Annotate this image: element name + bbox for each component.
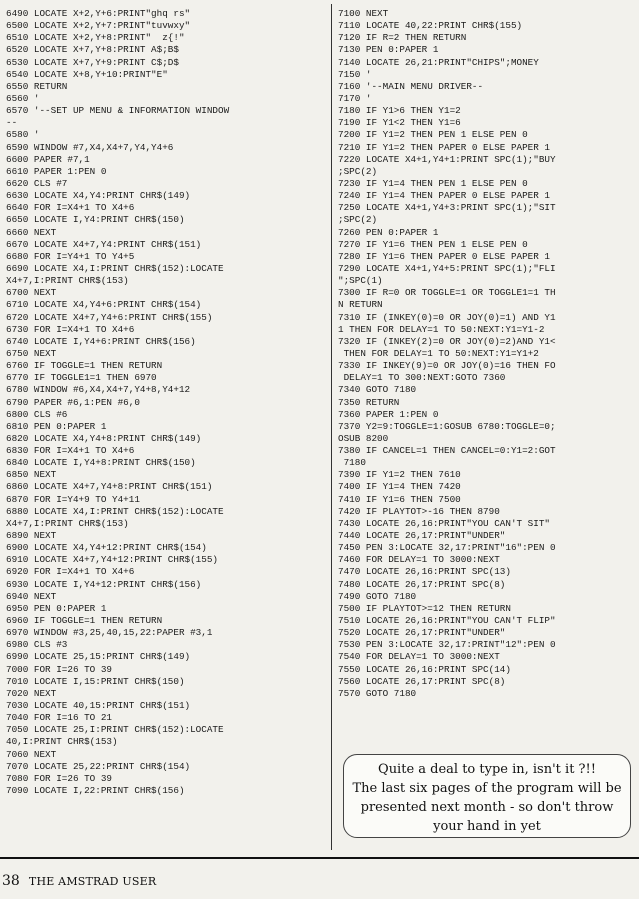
- code-line: 6970 WINDOW #3,25,40,15,22:PAPER #3,1: [6, 627, 213, 639]
- code-line: 6810 PEN 0:PAPER 1: [6, 420, 107, 432]
- code-line: 6920 FOR I=X4+1 TO X4+6: [6, 566, 135, 578]
- code-line: 6610 PAPER 1:PEN 0: [6, 165, 107, 177]
- code-line: 7370 Y2=9:TOGGLE=1:GOSUB 6780:TOGGLE=0;: [338, 420, 556, 432]
- code-line: 7190 IF Y1<2 THEN Y1=6: [338, 117, 461, 129]
- code-line: 7560 LOCATE 26,17:PRINT SPC(8): [338, 675, 506, 687]
- code-line: 7120 IF R=2 THEN RETURN: [338, 32, 467, 44]
- code-line: 7100 NEXT: [338, 8, 389, 19]
- code-line: 7310 IF (INKEY(0)=0 OR JOY(0)=1) AND Y1: [338, 311, 556, 323]
- code-line: 7060 NEXT: [6, 748, 57, 760]
- code-line: 7260 PEN 0:PAPER 1: [338, 226, 439, 238]
- code-line: 7520 LOCATE 26,17:PRINT"UNDER": [338, 627, 506, 639]
- editor-note-box: [343, 754, 631, 838]
- code-line: ;SPC(2): [338, 165, 378, 177]
- code-line: 6960 IF TOGGLE=1 THEN RETURN: [6, 615, 163, 627]
- code-line: 6770 IF TOGGLE1=1 THEN 6970: [6, 372, 157, 384]
- code-line: 6630 LOCATE X4,Y4:PRINT CHR$(149): [6, 190, 191, 202]
- code-line: 6500 LOCATE X+2,Y+7:PRINT"tuvwxy": [6, 20, 191, 32]
- code-line: 6560 ': [6, 92, 40, 104]
- code-line: 7420 IF PLAYTOT>-16 THEN 8790: [338, 505, 500, 517]
- code-line: ;SPC(2): [338, 214, 378, 226]
- code-line: 6780 WINDOW #6,X4,X4+7,Y4+8,Y4+12: [6, 384, 191, 396]
- page-number: 38: [2, 873, 20, 889]
- code-line: X4+7,I:PRINT CHR$(153): [6, 275, 129, 287]
- code-line: 6640 FOR I=X4+1 TO X4+6: [6, 202, 135, 214]
- code-line: 6490 LOCATE X+2,Y+6:PRINT"ghq rs": [6, 8, 191, 19]
- code-line: 7360 PAPER 1:PEN 0: [338, 408, 439, 420]
- code-line: 7240 IF Y1=4 THEN PAPER 0 ELSE PAPER 1: [338, 190, 551, 202]
- code-line: 6620 CLS #7: [6, 177, 68, 189]
- code-line: 6530 LOCATE X+7,Y+9:PRINT C$;D$: [6, 56, 179, 68]
- code-line: 6570 '--SET UP MENU & INFORMATION WINDOW: [6, 105, 230, 117]
- note-line: presented next month - so don't throw: [360, 800, 614, 815]
- code-line: 7380 IF CANCEL=1 THEN CANCEL=0:Y1=2:GOT: [338, 445, 556, 457]
- code-line: ";SPC(1): [338, 275, 383, 287]
- code-line: 6790 PAPER #6,1:PEN #6,0: [6, 396, 140, 408]
- code-line: 6730 FOR I=X4+1 TO X4+6: [6, 323, 135, 335]
- column-divider: [331, 4, 332, 850]
- code-line: 7250 LOCATE X4+1,Y4+3:PRINT SPC(1);"SIT: [338, 202, 556, 214]
- code-line: 6820 LOCATE X4,Y4+8:PRINT CHR$(149): [6, 432, 202, 444]
- code-line: 6660 NEXT: [6, 226, 57, 238]
- code-line: 6510 LOCATE X+2,Y+8:PRINT" z{!": [6, 32, 185, 44]
- code-line: 6840 LOCATE I,Y4+8:PRINT CHR$(150): [6, 457, 196, 469]
- code-line: 7110 LOCATE 40,22:PRINT CHR$(155): [338, 20, 523, 32]
- code-line: 6910 LOCATE X4+7,Y4+12:PRINT CHR$(155): [6, 554, 219, 566]
- code-line: 7220 LOCATE X4+1,Y4+1:PRINT SPC(1);"BUY: [338, 153, 556, 165]
- code-line: 7350 RETURN: [338, 396, 400, 408]
- code-line: 7140 LOCATE 26,21:PRINT"CHIPS";MONEY: [338, 56, 539, 68]
- code-line: 7230 IF Y1=4 THEN PEN 1 ELSE PEN 0: [338, 177, 528, 189]
- code-line: 6740 LOCATE I,Y4+6:PRINT CHR$(156): [6, 335, 196, 347]
- code-line: 6600 PAPER #7,1: [6, 153, 90, 165]
- code-line: 7130 PEN 0:PAPER 1: [338, 44, 439, 56]
- code-line: OSUB 8200: [338, 432, 389, 444]
- code-line: --: [6, 117, 18, 129]
- code-line: 6580 ': [6, 129, 40, 141]
- code-line: 40,I:PRINT CHR$(153): [6, 736, 118, 748]
- code-line: 6750 NEXT: [6, 347, 57, 359]
- code-line: 7050 LOCATE 25,I:PRINT CHR$(152):LOCATE: [6, 724, 224, 736]
- code-line: 6680 FOR I=Y4+1 TO Y4+5: [6, 250, 135, 262]
- code-line: 7200 IF Y1=2 THEN PEN 1 ELSE PEN 0: [338, 129, 528, 141]
- code-line: 7020 NEXT: [6, 687, 57, 699]
- code-line: 6890 NEXT: [6, 530, 57, 542]
- note-line: your hand in yet: [433, 819, 541, 834]
- code-line: 7070 LOCATE 25,22:PRINT CHR$(154): [6, 760, 191, 772]
- code-line: 6850 NEXT: [6, 469, 57, 481]
- code-line: 6870 FOR I=Y4+9 TO Y4+11: [6, 493, 140, 505]
- code-line: 6760 IF TOGGLE=1 THEN RETURN: [6, 360, 163, 372]
- listing-left-column: [6, 8, 324, 797]
- code-line: 7500 IF PLAYTOT>=12 THEN RETURN: [338, 602, 511, 614]
- code-line: N RETURN: [338, 299, 383, 311]
- code-line: 6940 NEXT: [6, 590, 57, 602]
- code-line: 7490 GOTO 7180: [338, 590, 417, 602]
- code-line: 7000 FOR I=26 TO 39: [6, 663, 113, 675]
- code-line: 7080 FOR I=26 TO 39: [6, 772, 113, 784]
- page-footer: [2, 870, 156, 889]
- code-line: 7480 LOCATE 26,17:PRINT SPC(8): [338, 578, 506, 590]
- code-line: 7170 ': [338, 92, 372, 104]
- code-line: 7010 LOCATE I,15:PRINT CHR$(150): [6, 675, 185, 687]
- code-line: 6670 LOCATE X4+7,Y4:PRINT CHR$(151): [6, 238, 202, 250]
- code-line: 6650 LOCATE I,Y4:PRINT CHR$(150): [6, 214, 185, 226]
- code-line: 7290 LOCATE X4+1,Y4+5:PRINT SPC(1);"FLI: [338, 262, 556, 274]
- code-line: 7450 PEN 3:LOCATE 32,17:PRINT"16":PEN 0: [338, 542, 556, 554]
- code-line: 7510 LOCATE 26,16:PRINT"YOU CAN'T FLIP": [338, 615, 556, 627]
- code-line: 7530 PEN 3:LOCATE 32,17:PRINT"12":PEN 0: [338, 639, 556, 651]
- listing-right-column: [338, 8, 639, 700]
- code-line: 7320 IF (INKEY(2)=0 OR JOY(0)=2)AND Y1<: [338, 335, 556, 347]
- code-line: 6990 LOCATE 25,15:PRINT CHR$(149): [6, 651, 191, 663]
- magazine-name: THE AMSTRAD USER: [28, 875, 157, 888]
- code-line: 1 THEN FOR DELAY=1 TO 50:NEXT:Y1=Y1-2: [338, 323, 545, 335]
- code-line: 6800 CLS #6: [6, 408, 68, 420]
- code-line: 7300 IF R=0 OR TOGGLE=1 OR TOGGLE1=1 TH: [338, 287, 556, 299]
- note-line: The last six pages of the program will be: [352, 781, 622, 796]
- code-line: DELAY=1 TO 300:NEXT:GOTO 7360: [338, 372, 506, 384]
- code-line: 7570 GOTO 7180: [338, 687, 417, 699]
- code-line: THEN FOR DELAY=1 TO 50:NEXT:Y1=Y1+2: [338, 347, 539, 359]
- code-line: 6980 CLS #3: [6, 639, 68, 651]
- code-line: 6710 LOCATE X4,Y4+6:PRINT CHR$(154): [6, 299, 202, 311]
- code-line: 7040 FOR I=16 TO 21: [6, 712, 113, 724]
- code-line: 6690 LOCATE X4,I:PRINT CHR$(152):LOCATE: [6, 262, 224, 274]
- code-line: 6540 LOCATE X+8,Y+10:PRINT"E": [6, 68, 168, 80]
- code-line: 7430 LOCATE 26,16:PRINT"YOU CAN'T SIT": [338, 517, 551, 529]
- code-line: 6860 LOCATE X4+7,Y4+8:PRINT CHR$(151): [6, 481, 213, 493]
- code-line: 7270 IF Y1=6 THEN PEN 1 ELSE PEN 0: [338, 238, 528, 250]
- code-line: 7210 IF Y1=2 THEN PAPER 0 ELSE PAPER 1: [338, 141, 551, 153]
- code-line: 6930 LOCATE I,Y4+12:PRINT CHR$(156): [6, 578, 202, 590]
- code-line: 7460 FOR DELAY=1 TO 3000:NEXT: [338, 554, 500, 566]
- code-line: 7090 LOCATE I,22:PRINT CHR$(156): [6, 785, 185, 796]
- footer-rule: [0, 857, 639, 859]
- code-line: 7550 LOCATE 26,16:PRINT SPC(14): [338, 663, 511, 675]
- code-line: 7180: [338, 457, 366, 469]
- code-line: 6700 NEXT: [6, 287, 57, 299]
- code-line: 6550 RETURN: [6, 80, 68, 92]
- code-line: 6950 PEN 0:PAPER 1: [6, 602, 107, 614]
- code-line: 7030 LOCATE 40,15:PRINT CHR$(151): [6, 700, 191, 712]
- code-line: 7280 IF Y1=6 THEN PAPER 0 ELSE PAPER 1: [338, 250, 551, 262]
- code-line: 6590 WINDOW #7,X4,X4+7,Y4,Y4+6: [6, 141, 174, 153]
- code-line: 6720 LOCATE X4+7,Y4+6:PRINT CHR$(155): [6, 311, 213, 323]
- code-line: 7330 IF INKEY(9)=0 OR JOY(0)=16 THEN FO: [338, 360, 556, 372]
- code-line: 7540 FOR DELAY=1 TO 3000:NEXT: [338, 651, 500, 663]
- code-line: 6900 LOCATE X4,Y4+12:PRINT CHR$(154): [6, 542, 207, 554]
- code-line: 6830 FOR I=X4+1 TO X4+6: [6, 445, 135, 457]
- code-line: 7410 IF Y1=6 THEN 7500: [338, 493, 461, 505]
- code-line: 7470 LOCATE 26,16:PRINT SPC(13): [338, 566, 511, 578]
- code-line: 6880 LOCATE X4,I:PRINT CHR$(152):LOCATE: [6, 505, 224, 517]
- code-line: X4+7,I:PRINT CHR$(153): [6, 517, 129, 529]
- code-line: 7150 ': [338, 68, 372, 80]
- code-line: 7440 LOCATE 26,17:PRINT"UNDER": [338, 530, 506, 542]
- code-line: 6520 LOCATE X+7,Y+8:PRINT A$;B$: [6, 44, 179, 56]
- code-line: 7390 IF Y1=2 THEN 7610: [338, 469, 461, 481]
- code-line: 7400 IF Y1=4 THEN 7420: [338, 481, 461, 493]
- note-line: Quite a deal to type in, isn't it ?!!: [378, 762, 596, 777]
- code-line: 7180 IF Y1>6 THEN Y1=2: [338, 105, 461, 117]
- code-line: 7340 GOTO 7180: [338, 384, 417, 396]
- code-line: 7160 '--MAIN MENU DRIVER--: [338, 80, 484, 92]
